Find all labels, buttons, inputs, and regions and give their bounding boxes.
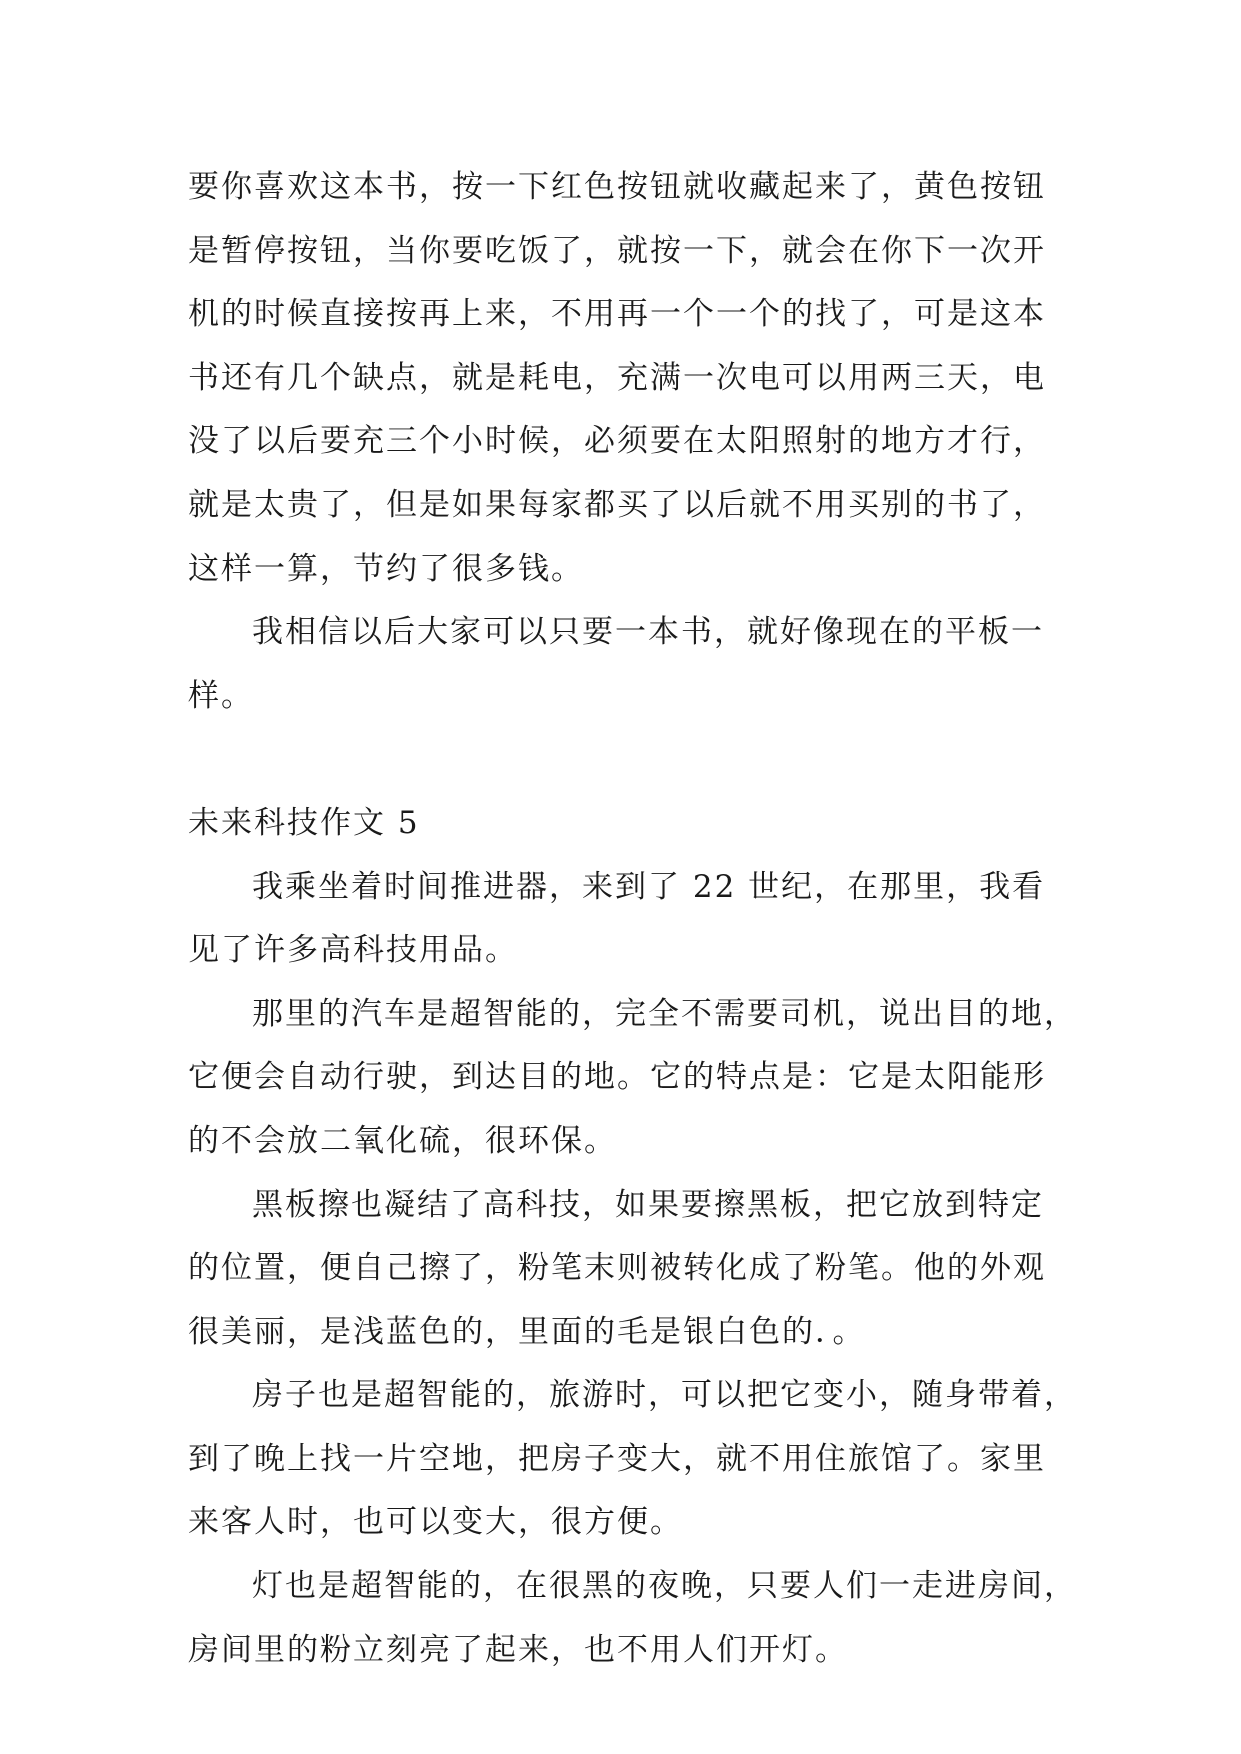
paragraph	[188, 1174, 1068, 1365]
text-line: 的位置，便自己擦了，粉笔末则被转化成了粉笔。他的外观	[188, 1250, 1046, 1287]
text-line: 的不会放二氧化硫，很环保。	[188, 1122, 617, 1159]
text-line: 我乘坐着时间推进器，来到了 22 世纪，在那里，我看	[252, 868, 1046, 905]
text-line: 它便会自动行驶，到达目的地。它的特点是：它是太阳能形	[188, 1059, 1046, 1096]
text-line: 样。	[188, 677, 254, 714]
section-spacer	[188, 728, 1068, 792]
text-line: 来客人时，也可以变大，很方便。	[188, 1504, 683, 1541]
text-line: 书还有几个缺点，就是耗电，充满一次电可以用两三天，电	[188, 359, 1046, 396]
text-line: 见了许多高科技用品。	[188, 932, 518, 969]
text-line: 就是太贵了，但是如果每家都买了以后就不用买别的书了，	[188, 486, 1046, 523]
text-line: 黑板擦也凝结了高科技，如果要擦黑板，把它放到特定	[252, 1186, 1044, 1223]
section-title: 未来科技作文 5	[188, 804, 420, 841]
text-line: 是暂停按钮，当你要吃饭了，就按一下，就会在你下一次开	[188, 232, 1046, 269]
document-body	[188, 156, 1077, 1682]
text-line: 没了以后要充三个小时候，必须要在太阳照射的地方才行，	[188, 423, 1046, 460]
text-line: 我相信以后大家可以只要一本书，就好像现在的平板一	[252, 614, 1044, 651]
paragraph	[188, 856, 1068, 983]
paragraph	[188, 1364, 1077, 1555]
text-line: 那里的汽车是超智能的，完全不需要司机，说出目的地，	[252, 995, 1077, 1032]
text-line: 机的时候直接按再上来，不用再一个一个的找了，可是这本	[188, 296, 1046, 333]
text-line: 房间里的粉立刻亮了起来，也不用人们开灯。	[188, 1631, 848, 1668]
text-line: 灯也是超智能的，在很黑的夜晚，只要人们一走进房间，	[252, 1568, 1077, 1605]
text-line: 房子也是超智能的，旅游时，可以把它变小，随身带着，	[252, 1377, 1077, 1414]
paragraph	[188, 1555, 1077, 1682]
text-line: 很美丽，是浅蓝色的，里面的毛是银白色的．。	[188, 1313, 866, 1350]
text-line: 要你喜欢这本书，按一下红色按钮就收藏起来了，黄色按钮	[188, 169, 1046, 205]
text-line: 这样一算，节约了很多钱。	[188, 550, 584, 587]
text-line: 到了晚上找一片空地，把房子变大，就不用住旅馆了。家里	[188, 1440, 1046, 1477]
paragraph	[188, 601, 1068, 728]
paragraph	[188, 156, 1068, 601]
paragraph	[188, 983, 1077, 1174]
